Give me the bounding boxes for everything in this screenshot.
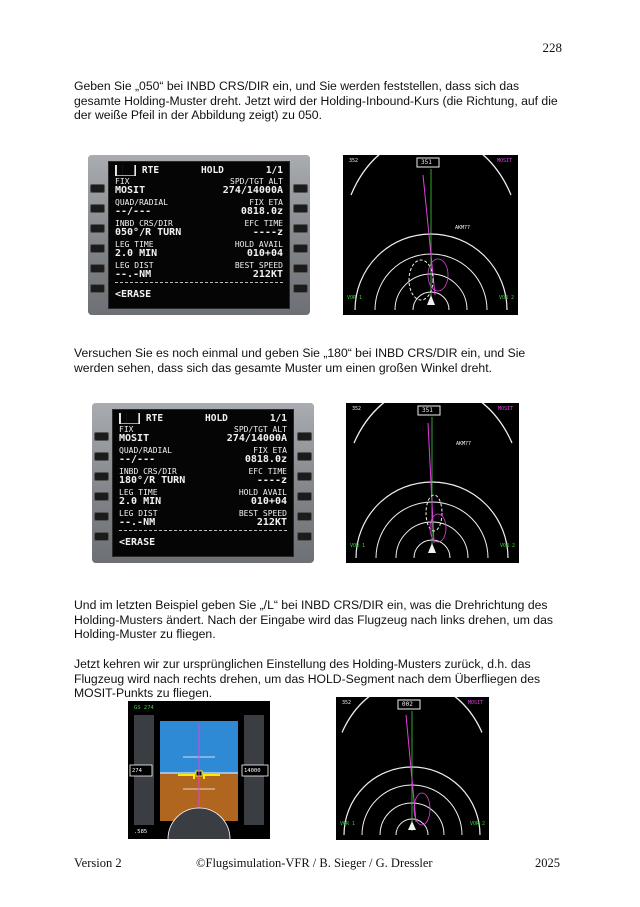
page-indicator: 1/1 <box>269 413 287 424</box>
lsk-3l[interactable] <box>91 225 104 232</box>
lsk-2r[interactable] <box>298 453 311 460</box>
vor1-label: VOR 1 <box>340 821 356 827</box>
nd-graphic <box>346 403 519 563</box>
speed-readout: 274 <box>132 768 142 774</box>
lsk-3r[interactable] <box>294 225 307 232</box>
heading-readout: 351 <box>421 159 432 166</box>
vor2-label: VOR 2 <box>469 821 485 827</box>
bestspd-label: BEST SPEED <box>238 509 287 518</box>
page-number: 228 <box>542 40 562 55</box>
lsk-5l[interactable] <box>95 513 108 520</box>
inbd-label: INBD CRS/DIR <box>119 467 177 476</box>
legdist-label: LEG DIST <box>115 261 154 270</box>
trk-readout: 352 <box>342 700 352 706</box>
fix-label: FIX <box>115 177 130 186</box>
primary-flight-display <box>128 701 270 839</box>
active-waypoint: MOSIT <box>496 158 512 164</box>
legdist-label: LEG DIST <box>119 509 158 518</box>
cdu-screen <box>108 161 290 309</box>
cdu-hold-page-180 <box>92 403 314 563</box>
avail-value: 010+04 <box>246 248 283 259</box>
rte-label: RTE <box>145 413 164 424</box>
heading-readout: 002 <box>402 701 413 708</box>
spd-label: SPD/TGT ALT <box>234 425 287 434</box>
lsk-6l[interactable] <box>91 285 104 292</box>
fix-value[interactable]: MOSIT <box>115 185 146 196</box>
rte-label: RTE <box>141 165 160 176</box>
hold-title: HOLD <box>201 165 224 176</box>
efc-value[interactable]: ----z <box>256 475 287 486</box>
bestspd-label: BEST SPEED <box>234 261 283 270</box>
efc-label: EFC TIME <box>244 219 283 228</box>
active-waypoint: MOSIT <box>467 700 483 706</box>
legtime-value[interactable]: 2.0 MIN <box>115 248 158 259</box>
legdist-value[interactable]: --.-NM <box>119 517 156 528</box>
paragraph-return: Jetzt kehren wir zur ursprünglichen Einstellung des Holding-Musters zurück, d.h. das Flugzeug wird nach rechts drehen, um das HOLD-Segment nach dem Überfliegen des MOSIT-Punkts zu fliegen. <box>74 657 541 701</box>
legdist-value[interactable]: --.-NM <box>115 269 152 280</box>
footer-copyright: ©Flugsimulation-VFR / B. Sieger / G. Dressler <box>196 856 433 870</box>
bestspd-value: 212KT <box>256 517 287 528</box>
lsk-1r[interactable] <box>298 433 311 440</box>
cdu-screen <box>112 409 294 557</box>
avail-value: 010+04 <box>250 496 287 507</box>
vor1-label: VOR 1 <box>347 295 363 301</box>
nav-display-return <box>336 697 489 840</box>
inbd-label: INBD CRS/DIR <box>115 219 173 228</box>
spd-label: SPD/TGT ALT <box>230 177 283 186</box>
fix-label: FIX <box>119 425 134 434</box>
fixeta-value: 0818.0z <box>244 454 287 465</box>
lsk-3l[interactable] <box>95 473 108 480</box>
footer-year: 2025 <box>535 856 560 870</box>
quad-label: QUAD/RADIAL <box>119 446 172 455</box>
lsk-1l[interactable] <box>91 185 104 192</box>
avail-label: HOLD AVAIL <box>238 488 287 497</box>
lsk-3r[interactable] <box>298 473 311 480</box>
lsk-4l[interactable] <box>95 493 108 500</box>
waypoint-label: AKM77 <box>455 225 471 231</box>
lsk-2l[interactable] <box>91 205 104 212</box>
lsk-2l[interactable] <box>95 453 108 460</box>
hold-title: HOLD <box>205 413 228 424</box>
vor1-label: VOR 1 <box>350 543 366 549</box>
lsk-5r[interactable] <box>298 513 311 520</box>
trk-readout: 352 <box>352 406 362 412</box>
efc-value[interactable]: ----z <box>252 227 283 238</box>
vor2-label: VOR 2 <box>498 295 514 301</box>
paragraph-left-turn: Und im letzten Beispiel geben Sie „/L“ bei INBD CRS/DIR ein, was die Drehrichtung des Holding-Musters ändert. Nach der Eingabe wird das Flugzeug nach links drehen, um das Holding-Muster zu fliegen. <box>74 598 553 642</box>
fixeta-label: FIX ETA <box>253 446 287 455</box>
spd-value[interactable]: 274/14000A <box>222 185 283 196</box>
bestspd-value: 212KT <box>252 269 283 280</box>
inbd-value[interactable]: 050°/R TURN <box>115 227 182 238</box>
heading-readout: 351 <box>422 407 433 414</box>
paragraph-180: Versuchen Sie es noch einmal und geben Sie „180“ bei INBD CRS/DIR ein, und Sie werden sehen, dass sich das gesamte Muster um einen großen Winkel dreht. <box>74 346 526 375</box>
erase-prompt[interactable]: <ERASE <box>115 289 152 300</box>
mach-readout: .585 <box>134 829 148 835</box>
legtime-label: LEG TIME <box>115 240 154 249</box>
vor2-label: VOR 2 <box>499 543 515 549</box>
quad-value[interactable]: --/--- <box>119 454 156 465</box>
efc-label: EFC TIME <box>248 467 287 476</box>
page-indicator: 1/1 <box>265 165 283 176</box>
waypoint-label: AKM77 <box>456 441 472 447</box>
lsk-4l[interactable] <box>91 245 104 252</box>
ground-speed: GS 274 <box>134 705 154 711</box>
lsk-2r[interactable] <box>294 205 307 212</box>
lsk-4r[interactable] <box>294 245 307 252</box>
lsk-6l[interactable] <box>95 533 108 540</box>
lsk-5r[interactable] <box>294 265 307 272</box>
spd-value[interactable]: 274/14000A <box>226 433 287 444</box>
fixeta-label: FIX ETA <box>249 198 283 207</box>
act-indicator: ███ <box>117 165 135 176</box>
quad-label: QUAD/RADIAL <box>115 198 168 207</box>
avail-label: HOLD AVAIL <box>234 240 283 249</box>
legtime-label: LEG TIME <box>119 488 158 497</box>
inbd-value[interactable]: 180°/R TURN <box>119 475 186 486</box>
legtime-value[interactable]: 2.0 MIN <box>119 496 162 507</box>
altitude-readout: 14000 <box>244 768 261 774</box>
lsk-1r[interactable] <box>294 185 307 192</box>
erase-prompt[interactable]: <ERASE <box>119 537 156 548</box>
nd-graphic <box>336 697 489 840</box>
nav-display-050 <box>343 155 518 315</box>
fixeta-value: 0818.0z <box>240 206 283 217</box>
cdu-hold-page-050 <box>88 155 310 315</box>
lsk-5l[interactable] <box>91 265 104 272</box>
fix-value[interactable]: MOSIT <box>119 433 150 444</box>
lsk-6r[interactable] <box>298 533 311 540</box>
paragraph-intro: Geben Sie „050“ bei INBD CRS/DIR ein, und Sie werden feststellen, dass sich das gesamte Holding-Muster dreht. Jetzt wird der Holding-Inbound-Kurs (die Richtung, auf die der weiße Pfeil in der Abbildung zeigt) zu 050. <box>74 79 558 123</box>
active-waypoint: MOSIT <box>497 406 513 412</box>
lsk-4r[interactable] <box>298 493 311 500</box>
quad-value[interactable]: --/--- <box>115 206 152 217</box>
lsk-6r[interactable] <box>294 285 307 292</box>
nd-graphic <box>343 155 518 315</box>
act-indicator: ███ <box>121 413 139 424</box>
footer-version: Version 2 <box>74 856 122 870</box>
trk-readout: 352 <box>349 158 359 164</box>
nav-display-180 <box>346 403 519 563</box>
lsk-1l[interactable] <box>95 433 108 440</box>
